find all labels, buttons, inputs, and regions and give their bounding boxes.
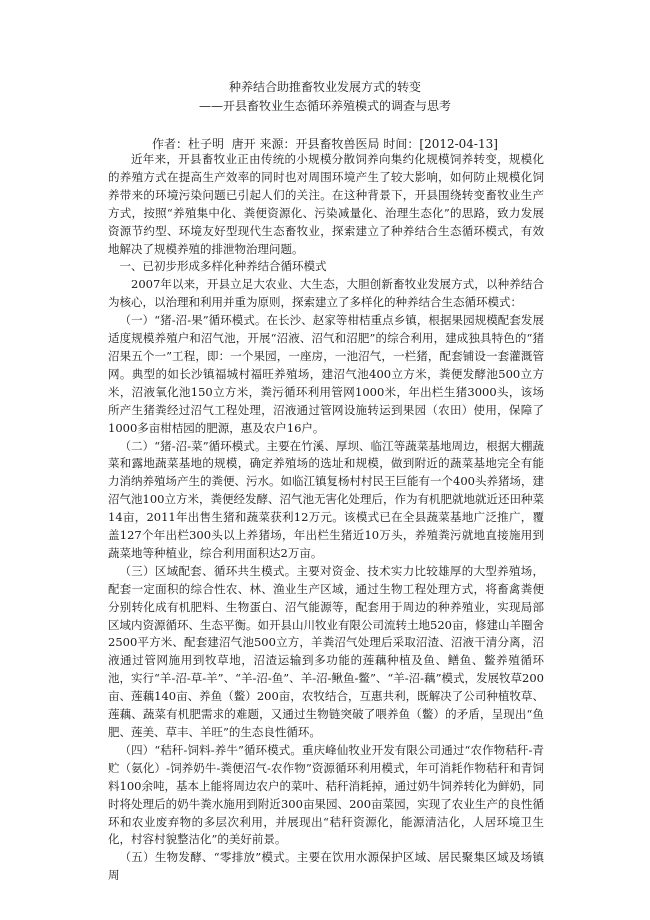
source-value: 开县畜牧兽医局: [295, 137, 380, 151]
author-label: 作者：: [152, 137, 189, 151]
article-subtitle: ——开县畜牧业生态循环养殖模式的调查与思考: [198, 99, 451, 113]
paragraph-intro: 近年来，开县畜牧业正由传统的小规模分散饲养向集约化规模饲养转变，规模化的养殖方式在提高生产效率的同时也对周围环境产生了较大影响，如何防止规模化饲养带来的环境污染问题已引起人们的关注。在这种背景下，开县围绕转变畜牧业生产方式，按照“养殖集中化、粪便资源化、污染减量化、治理生态化”的思路，致力发展资源节约型、环境友好型现代生态畜牧业，探索建立了种养结合生态循环模式，有效地解决了规模养殖的排泄物治理问题。: [108, 152, 544, 256]
source-label: 来源：: [259, 137, 296, 151]
paragraph-model-1: （一）“猪-沼-果”循环模式。在长沙、赵家等柑桔重点乡镇，根据果园规模配套发展适度规模养殖户和沼气池，开展“沼液、沼气和沼肥”的综合利用，建成独具特色的“猪沼果五个一”工程，即：一个果园，一座房，一池沼气，一栏猪，配套铺设一套灌溉管网。典型的如长沙镇福城村福旺养殖场，建沼气池400立方米，粪便发酵池500立方米，沼液氧化池150立方米，粪污循环利用管网1000米，年出栏生猪3000头，该场所产生猪粪经过沼气工程处理，沼液通过管网设施转运到果园（农田）使用，保障了1000多亩柑桔园的肥源，惠及农户16户。: [108, 313, 544, 435]
time-label: 时间：: [383, 137, 420, 151]
paragraph-model-2: （二）“猪-沼-菜”循环模式。主要在竹溪、厚坝、临江等蔬菜基地周边，根据大棚蔬菜和露地蔬菜基地的规模，确定养殖场的选址和规模，做到附近的蔬菜基地完全有能力消纳养殖场产生的粪便、污水。如临江镇复杨村村民王巨能有一个400头养猪场，建沼气池100立方米，粪便经发酵、沼气池无害化处理后，作为有机肥就地就近还田种菜14亩，2011年出售生猪和蔬菜获利12万元。该模式已在全县蔬菜基地广泛推广，覆盖127个年出栏300头以上养猪场，年出栏生猪近10万头，养殖粪污就地直接施用到蔬菜地等种植业，综合利用面积达2万亩。: [108, 438, 544, 560]
article-meta: [0, 136, 650, 152]
paragraph-model-4: （四）“秸秆-饲料-养牛”循环模式。重庆峰仙牧业开发有限公司通过“农作物秸秆-青贮（氨化）-饲养奶牛-粪便沼气-农作物”资源循环利用模式，年可消耗作物秸秆和青饲料100余吨，基本上能将周边农户的菜叶、秸秆消耗掉，通过奶牛饲养转化为鲜奶，同时将处理后的奶牛粪水施用到附近300亩果园、200亩菜园，实现了农业生产的良性循环和农业废弃物的多层次利用，并展现出“秸秆资源化，能源清洁化，人居环境卫生化，村容村貌整洁化”的美好前景。: [108, 742, 544, 847]
paragraph-model-3: （三）区域配套、循环共生模式。主要对资金、技术实力比较雄厚的大型养殖场，配套一定面积的综合性农、林、渔业生产区域，通过生物工程处理方式，将畜禽粪便分别转化成有机肥料、生物蛋白、沼气能源等，配套用于周边的种养殖业，实现局部区域内资源循环、生态平衡。如开县山川牧业有限公司流转土地520亩，修建山羊圈舍2500平方米、配套建沼气池500立方，羊粪沼气处理后采取沼渣、沼液干清分离，沼液通过管网施用到牧草地，沼渣运输到多功能的莲藕种植及鱼、鳝鱼、鳖养殖循环池，实行“羊-沼-草-羊”、“羊-沼-鱼”、羊-沼-鳅鱼-鳖”、“羊-沼-藕”模式，发展牧草200亩、莲藕140亩、养鱼（鳖）200亩，农牧结合，互惠共利，既解决了公司种植牧草、莲藕、蔬菜有机肥需求的难题，又通过生物链突破了喂养鱼（鳖）的矛盾，呈现出“鱼肥、莲美、草丰、羊旺”的生态良性循环。: [108, 563, 544, 739]
paragraph: 2007年以来，开县立足大农业、大生态，大胆创新畜牧业发展方式，以种养结合为核心，以治理和利用并重为原则，探索建立了多样化的种养结合生态循环模式：: [108, 277, 544, 310]
article-title: 种养结合助推畜牧业发展方式的转变: [228, 80, 421, 94]
article-body: [108, 151, 544, 885]
time-value: [2012-04-13]: [419, 137, 498, 151]
paragraph-model-5: （五）生物发酵、“零排放”模式。主要在饮用水源保护区域、居民聚集区域及场镇周: [108, 850, 544, 883]
author-value: 杜子明 唐开: [188, 137, 256, 151]
section-heading: 一、已初步形成多样化种养结合循环模式: [119, 259, 327, 274]
